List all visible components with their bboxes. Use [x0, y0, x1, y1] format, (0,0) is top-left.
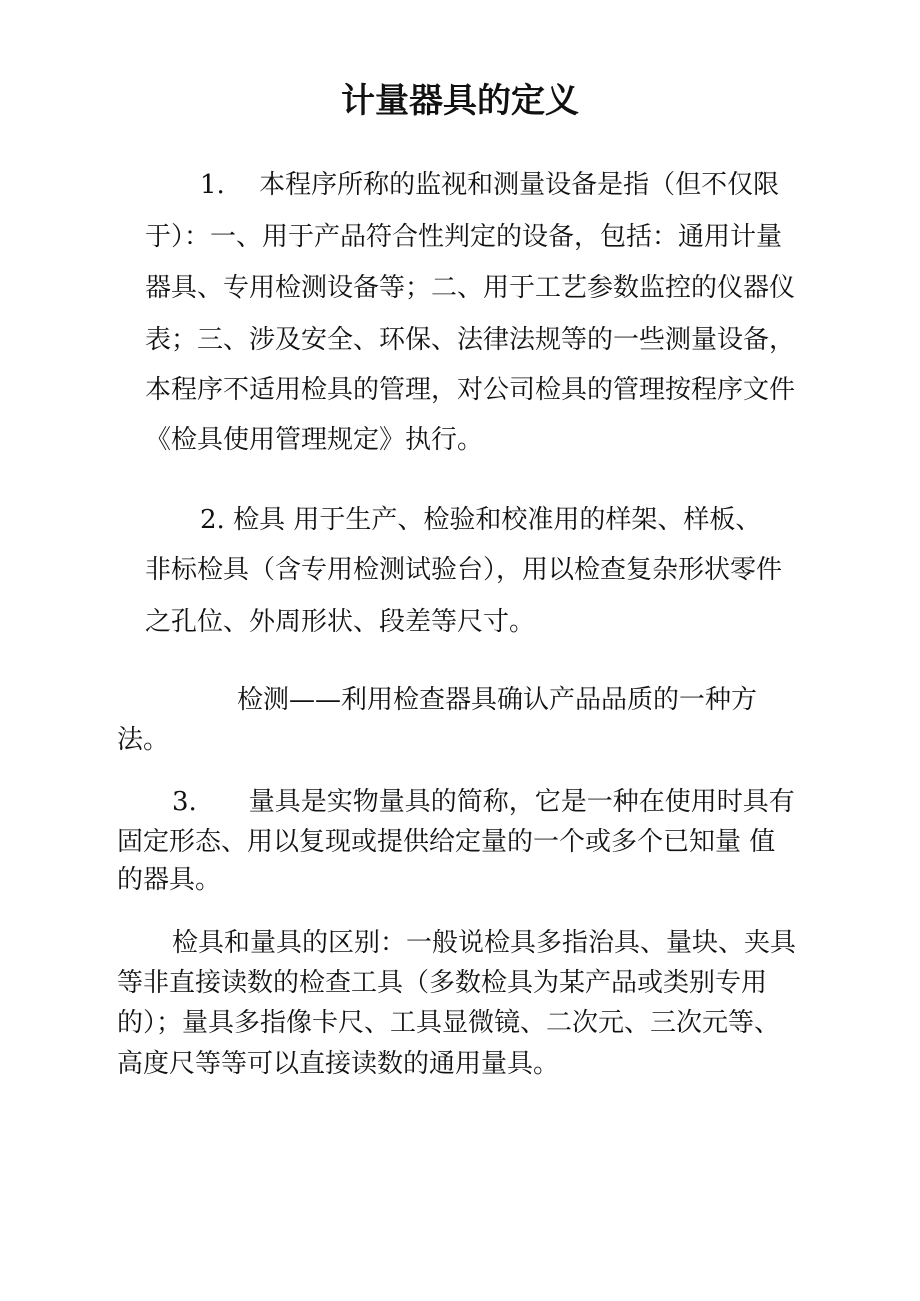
text-line: 非标检具（含专用检测试验台），用以检查复杂形状零件: [145, 555, 783, 585]
text-line: 的器具。: [117, 865, 222, 895]
text-line: 本程序不适用检具的管理，对公司检具的管理按程序文件: [145, 375, 796, 405]
text-line: 器具、专用检测设备等；二、用于工艺参数监控的仪器仪: [145, 273, 796, 303]
document-title: 计量器具的定义: [341, 81, 579, 121]
text-line: 的）；量具多指像卡尺、工具显微镜、二次元、三次元等、: [117, 1008, 781, 1038]
text-line: 3. 量具是实物量具的简称，它是一种在使用时具有: [172, 787, 795, 817]
text-line: 2. 检具 用于生产、检验和校准用的样架、样板、: [200, 505, 762, 535]
text-line: 检具和量具的区别：一般说检具多指治具、量块、夹具: [172, 928, 797, 958]
text-line: 1. 本程序所称的监视和测量设备是指（但不仅限: [200, 170, 780, 200]
text-line: 于）：一、用于产品符合性判定的设备，包括：通用计量: [145, 222, 783, 252]
text-line: 检测——利用检查器具确认产品品质的一种方: [237, 685, 758, 715]
text-line: 《检具使用管理规定》执行。: [145, 425, 484, 455]
text-line: 法。: [117, 725, 170, 755]
text-line: 表；三、涉及安全、环保、法律法规等的一些测量设备，: [145, 325, 796, 355]
text-line: 之孔位、外周形状、段差等尺寸。: [145, 607, 536, 637]
text-line: 等非直接读数的检查工具（多数检具为某产品或类别专用: [117, 968, 768, 998]
text-line: 高度尺等等可以直接读数的通用量具。: [117, 1049, 560, 1079]
text-line: 固定形态、用以复现或提供给定量的一个或多个已知量 值: [117, 827, 776, 857]
